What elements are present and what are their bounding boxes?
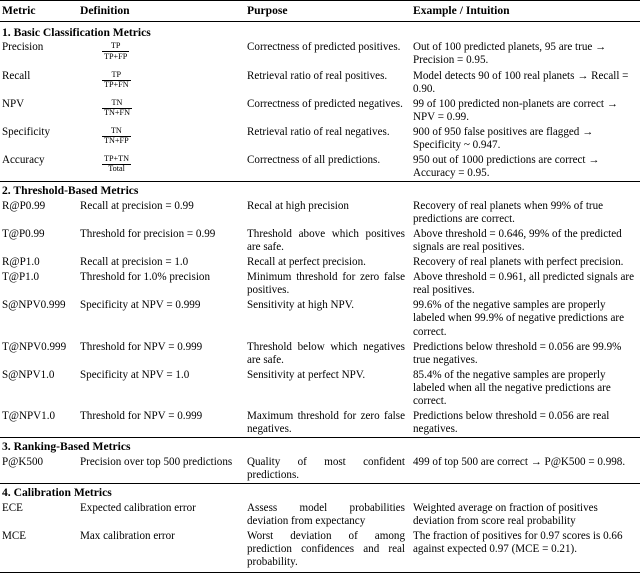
table-body xyxy=(0,24,640,573)
section-heading-row xyxy=(0,24,640,41)
example-cell: 99.6% of the negative samples are properly labeled when 99.9% of negative predictions are correct. xyxy=(413,299,625,338)
purpose-cell: Minimum threshold for zero false positives. xyxy=(247,271,405,297)
definition-cell xyxy=(78,40,245,68)
example-cell: The fraction of positives for 0.97 scores is 0.66 against expected 0.97 (MCE = 0.21). xyxy=(411,529,640,573)
definition-cell xyxy=(78,97,245,125)
section-heading-row xyxy=(0,483,640,500)
purpose-cell: Assess model probabilities deviation from expectancy xyxy=(247,501,405,527)
table-row xyxy=(0,153,640,182)
section-heading-row xyxy=(0,438,640,455)
purpose-cell: Recall at perfect precision. xyxy=(247,256,366,269)
header-row xyxy=(0,1,640,22)
metric-name-cell: T@P0.99 xyxy=(2,227,45,240)
metric-name-cell: Accuracy xyxy=(2,153,45,166)
definition-cell xyxy=(78,125,245,153)
definition-cell: Specificity at NPV = 0.999 xyxy=(80,299,201,312)
formula-fraction xyxy=(102,155,131,174)
definition-cell: Max calibration error xyxy=(78,529,245,573)
fraction-denominator: TP+FP xyxy=(104,51,128,61)
metric-name-cell: T@NPV1.0 xyxy=(2,409,56,422)
definition-cell: Threshold for NPV = 0.999 xyxy=(80,340,203,353)
fraction-numerator: TP xyxy=(102,42,129,52)
purpose-cell: Worst deviation of among prediction confidences and real probability. xyxy=(245,529,411,573)
formula-fraction xyxy=(102,127,131,146)
fraction-numerator: TN xyxy=(102,99,132,109)
metric-name-cell: P@K500 xyxy=(2,455,44,468)
example-cell: Weighted average on fraction of positives deviation from score real probability xyxy=(413,501,598,527)
example-cell: 900 of 950 false positives are flagged → Specificity ~ 0.947. xyxy=(413,125,594,151)
table-row xyxy=(0,409,640,438)
formula-fraction xyxy=(102,42,129,61)
purpose-cell: Retrieval ratio of real positives. xyxy=(247,69,388,82)
fraction-numerator: TP+TN xyxy=(102,155,131,165)
purpose-cell: Correctness of predicted positives. xyxy=(247,41,401,54)
example-cell: Recovery of real planets with perfect precision. xyxy=(413,256,624,269)
formula-fraction xyxy=(102,99,132,118)
example-cell: Model detects 90 of 100 real planets → Recall = 0.90. xyxy=(413,69,629,95)
example-cell: Above threshold = 0.646, 99% of the predicted signals are real positives. xyxy=(413,227,622,254)
purpose-cell: Correctness of all predictions. xyxy=(247,153,381,166)
metric-name-cell: S@NPV1.0 xyxy=(2,368,55,381)
purpose-cell: Retrieval ratio of real negatives. xyxy=(247,125,390,138)
fraction-denominator: TP+FN xyxy=(104,79,129,89)
definition-cell: Threshold for precision = 0.99 xyxy=(80,227,216,240)
section-heading-row xyxy=(0,182,640,199)
definition-cell: Threshold for 1.0% precision xyxy=(80,271,211,284)
fraction-denominator: Total xyxy=(108,164,125,174)
metric-name-cell: S@NPV0.999 xyxy=(2,299,66,312)
fraction-numerator: TN xyxy=(102,127,131,137)
metric-name-cell: NPV xyxy=(2,97,25,110)
formula-fraction xyxy=(102,71,131,90)
fraction-denominator: TN+FN xyxy=(104,108,130,118)
table-row xyxy=(0,529,640,573)
definition-cell: Expected calibration error xyxy=(80,501,196,514)
metric-name-cell: T@NPV0.999 xyxy=(2,340,67,353)
table-row xyxy=(0,40,640,68)
table-row xyxy=(0,255,640,270)
table-row xyxy=(0,125,640,153)
purpose-cell: Sensitivity at perfect NPV. xyxy=(247,368,366,381)
example-cell: 950 out of 1000 predictions are correct → Accuracy = 0.95. xyxy=(413,153,600,180)
metric-name-cell: ECE xyxy=(2,501,23,514)
column-header-metric: Metric xyxy=(0,1,78,22)
definition-cell xyxy=(78,69,245,97)
column-header-example: Example / Intuition xyxy=(411,1,640,22)
definition-cell xyxy=(78,153,245,182)
table-row xyxy=(0,455,640,484)
definition-cell: Recall at precision = 0.99 xyxy=(80,199,194,212)
metric-name-cell: R@P1.0 xyxy=(2,256,40,269)
definition-cell: Threshold for NPV = 0.999 xyxy=(80,409,203,422)
section-heading: 4. Calibration Metrics xyxy=(0,483,640,500)
metric-name-cell: Precision xyxy=(2,41,44,54)
purpose-cell: Correctness of predicted negatives. xyxy=(247,97,403,110)
metric-name-cell: Recall xyxy=(2,69,31,82)
table-row xyxy=(0,298,640,339)
column-header-definition: Definition xyxy=(78,1,245,22)
table-row xyxy=(0,199,640,227)
example-cell: Recovery of real planets when 99% of true predictions are correct. xyxy=(413,199,604,225)
purpose-cell: Maximum threshold for zero false negatives. xyxy=(247,409,405,436)
purpose-cell: Threshold above which positives are safe. xyxy=(247,227,405,254)
table-row xyxy=(0,270,640,298)
purpose-cell: Recal at high precision xyxy=(247,199,349,212)
definition-cell: Precision over top 500 predictions xyxy=(80,455,233,468)
purpose-cell: Quality of most confident predictions. xyxy=(247,455,405,481)
table-row xyxy=(0,97,640,125)
metric-name-cell: MCE xyxy=(0,529,78,573)
example-cell: Predictions below threshold = 0.056 are real negatives. xyxy=(413,409,610,436)
definition-cell: Recall at precision = 1.0 xyxy=(80,256,189,269)
table-header xyxy=(0,1,640,24)
fraction-denominator: TN+FP xyxy=(104,136,129,146)
example-cell: 499 of top 500 are correct → P@K500 = 0.998. xyxy=(413,455,626,468)
fraction-numerator: TP xyxy=(102,71,131,81)
section-heading: 2. Threshold-Based Metrics xyxy=(0,182,640,199)
definition-cell: Specificity at NPV = 1.0 xyxy=(80,368,190,381)
example-cell: Above threshold = 0.961, all predicted signals are real positives. xyxy=(413,271,634,297)
purpose-cell: Sensitivity at high NPV. xyxy=(247,299,355,312)
section-heading: 3. Ranking-Based Metrics xyxy=(0,438,640,455)
metric-name-cell: Specificity xyxy=(2,125,51,138)
example-cell: Predictions below threshold = 0.056 are 99.9% true negatives. xyxy=(413,340,622,366)
metric-name-cell: T@P1.0 xyxy=(2,271,40,284)
example-cell: Out of 100 predicted planets, 95 are true → Precision = 0.95. xyxy=(413,41,607,67)
column-header-purpose: Purpose xyxy=(245,1,411,22)
example-cell: 85.4% of the negative samples are properly labeled when all the negative predictions are correct. xyxy=(413,368,611,407)
table-row xyxy=(0,501,640,529)
table-row xyxy=(0,340,640,368)
table-row xyxy=(0,69,640,97)
table-row xyxy=(0,368,640,409)
section-heading: 1. Basic Classification Metrics xyxy=(2,25,151,39)
metric-name-cell: R@P0.99 xyxy=(2,199,46,212)
example-cell: 99 of 100 predicted non-planets are correct → NPV = 0.99. xyxy=(413,97,618,123)
purpose-cell: Threshold below which negatives are safe. xyxy=(247,340,405,366)
table-row xyxy=(0,227,640,255)
